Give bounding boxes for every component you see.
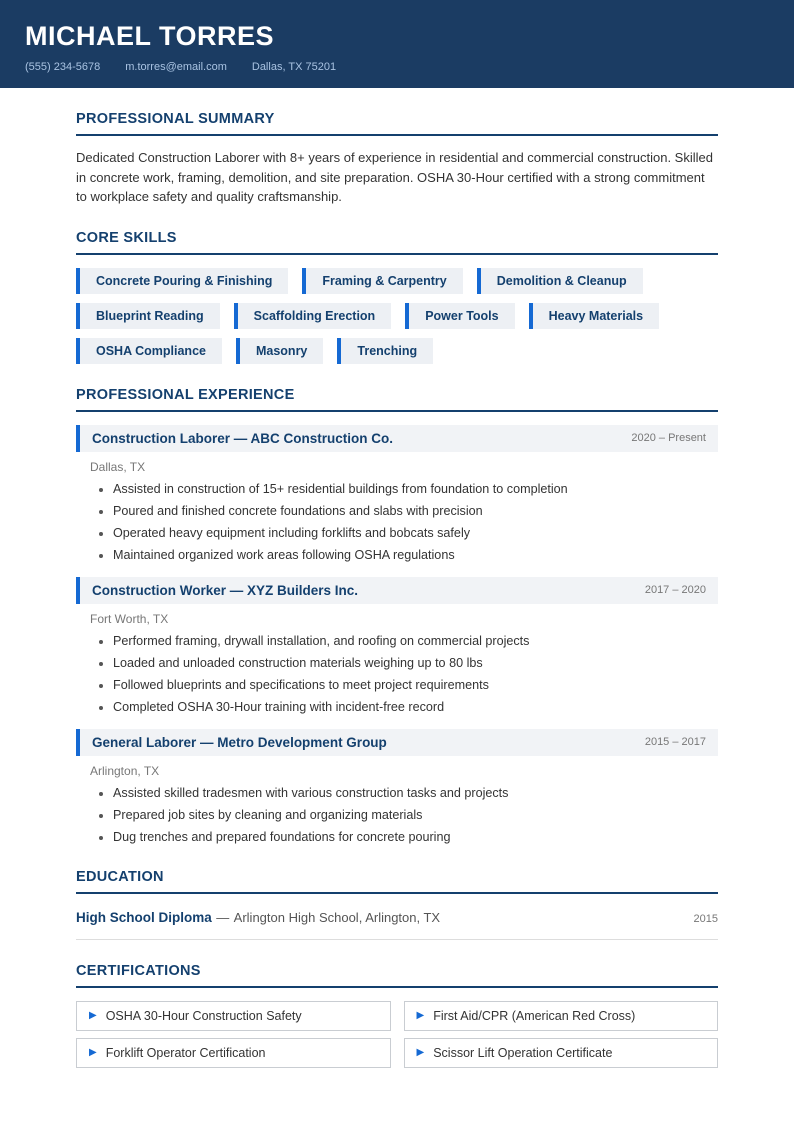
section-title-education: EDUCATION bbox=[76, 869, 718, 894]
section-title-summary: PROFESSIONAL SUMMARY bbox=[76, 111, 718, 136]
triangle-bullet-icon: ▶ bbox=[416, 1046, 425, 1058]
school-name: Arlington High School, Arlington, TX bbox=[233, 909, 441, 925]
skill-chip-label: OSHA Compliance bbox=[96, 343, 206, 358]
section-education bbox=[76, 869, 718, 940]
job-dates: 2015 – 2017 bbox=[644, 736, 706, 748]
skill-chip-label: Concrete Pouring & Finishing bbox=[96, 273, 273, 288]
skill-chip bbox=[337, 338, 433, 364]
skill-chip-label: Framing & Carpentry bbox=[322, 273, 447, 288]
skill-chip-label: Masonry bbox=[255, 343, 308, 358]
skill-chip bbox=[302, 268, 462, 294]
phone-number: (555) 234-5678 bbox=[25, 61, 101, 73]
section-certifications bbox=[76, 963, 718, 1068]
job-bullet: • Assisted in construction of 15+ residential buildings from foundation to completion bbox=[113, 481, 718, 498]
job-location: Arlington, TX bbox=[90, 763, 160, 778]
job-bullet: • Completed OSHA 30-Hour training with incident-free record bbox=[113, 699, 718, 716]
certification-box bbox=[404, 1038, 719, 1068]
job-bullet: • Performed framing, drywall installation, and roofing on commercial projects bbox=[113, 633, 718, 650]
job-bullet: • Poured and finished concrete foundations and slabs with precision bbox=[113, 503, 718, 520]
job-dates: 2017 – 2020 bbox=[644, 584, 706, 596]
job-bullet-list bbox=[76, 633, 718, 716]
certification-box bbox=[76, 1038, 391, 1068]
experience-item bbox=[76, 577, 718, 716]
job-bullet: • Dug trenches and prepared foundations for concrete pouring bbox=[113, 829, 718, 846]
skill-chip bbox=[405, 303, 514, 329]
job-title: General Laborer — Metro Development Group bbox=[92, 734, 387, 750]
job-bullet: • Operated heavy equipment including forklifts and bobcats safely bbox=[113, 525, 718, 542]
skill-chip bbox=[234, 303, 392, 329]
skill-chip-label: Demolition & Cleanup bbox=[496, 273, 627, 288]
triangle-bullet-icon: ▶ bbox=[416, 1009, 425, 1021]
section-title-experience: PROFESSIONAL EXPERIENCE bbox=[76, 387, 718, 412]
job-bullet: • Loaded and unloaded construction materials weighing up to 80 lbs bbox=[113, 655, 718, 672]
section-professional-experience bbox=[76, 387, 718, 846]
skills-list bbox=[76, 268, 718, 364]
certification-label: First Aid/CPR (American Red Cross) bbox=[433, 1008, 636, 1023]
certifications-grid bbox=[76, 1001, 718, 1068]
job-dates: 2020 – Present bbox=[631, 432, 706, 444]
job-banner bbox=[76, 729, 718, 756]
candidate-name: MICHAEL TORRES bbox=[25, 21, 275, 51]
section-core-skills bbox=[76, 230, 718, 364]
skill-chip bbox=[76, 338, 222, 364]
contact-row bbox=[25, 61, 769, 73]
skill-chip-label: Blueprint Reading bbox=[96, 308, 204, 323]
certification-box bbox=[76, 1001, 391, 1031]
certification-box bbox=[404, 1001, 719, 1031]
job-bullet: • Followed blueprints and specifications to meet project requirements bbox=[113, 677, 718, 694]
summary-text: Dedicated Construction Laborer with 8+ years of experience in residential and commercial construction. Skilled in concrete work, framing, demolition, and site preparation. OSHA 30-Hour certified with a strong commitment to workplace safety and quality craftsmanship. bbox=[76, 150, 713, 204]
resume-header bbox=[0, 0, 794, 88]
certification-label: OSHA 30-Hour Construction Safety bbox=[105, 1008, 302, 1023]
job-banner bbox=[76, 577, 718, 604]
city-location: Dallas, TX 75201 bbox=[251, 61, 337, 73]
skill-chip bbox=[76, 268, 288, 294]
job-bullet: • Maintained organized work areas following OSHA regulations bbox=[113, 547, 718, 564]
job-bullet-list bbox=[76, 481, 718, 564]
experience-item bbox=[76, 425, 718, 564]
resume-content bbox=[0, 111, 794, 1068]
graduation-year: 2015 bbox=[693, 912, 718, 925]
job-bullet-list bbox=[76, 785, 718, 846]
section-title-skills: CORE SKILLS bbox=[76, 230, 718, 255]
section-professional-summary bbox=[76, 111, 718, 207]
skill-chip bbox=[477, 268, 643, 294]
jobs-list bbox=[76, 425, 718, 846]
job-location: Fort Worth, TX bbox=[90, 611, 169, 626]
skill-chip-label: Scaffolding Erection bbox=[253, 308, 376, 323]
certification-label: Scissor Lift Operation Certificate bbox=[433, 1045, 613, 1060]
skill-chip bbox=[236, 338, 323, 364]
skill-chip bbox=[76, 303, 220, 329]
section-title-certifications: CERTIFICATIONS bbox=[76, 963, 718, 988]
certification-label: Forklift Operator Certification bbox=[105, 1045, 266, 1060]
education-row bbox=[76, 909, 718, 940]
triangle-bullet-icon: ▶ bbox=[89, 1046, 97, 1058]
education-details bbox=[76, 909, 440, 927]
job-bullet: • Assisted skilled tradesmen with various construction tasks and projects bbox=[113, 785, 718, 802]
job-location: Dallas, TX bbox=[90, 459, 146, 474]
triangle-bullet-icon: ▶ bbox=[89, 1009, 97, 1021]
email-address: m.torres@email.com bbox=[125, 61, 227, 73]
job-title: Construction Worker — XYZ Builders Inc. bbox=[92, 582, 359, 598]
skill-chip bbox=[529, 303, 660, 329]
degree-name: High School Diploma bbox=[76, 909, 212, 925]
skill-chip-label: Trenching bbox=[357, 343, 418, 358]
degree-separator: — bbox=[216, 909, 230, 925]
experience-item bbox=[76, 729, 718, 846]
job-title: Construction Laborer — ABC Construction Co. bbox=[92, 430, 393, 446]
job-banner bbox=[76, 425, 718, 452]
job-bullet: • Prepared job sites by cleaning and organizing materials bbox=[113, 807, 718, 824]
skill-chip-label: Power Tools bbox=[425, 308, 499, 323]
skill-chip-label: Heavy Materials bbox=[548, 308, 644, 323]
